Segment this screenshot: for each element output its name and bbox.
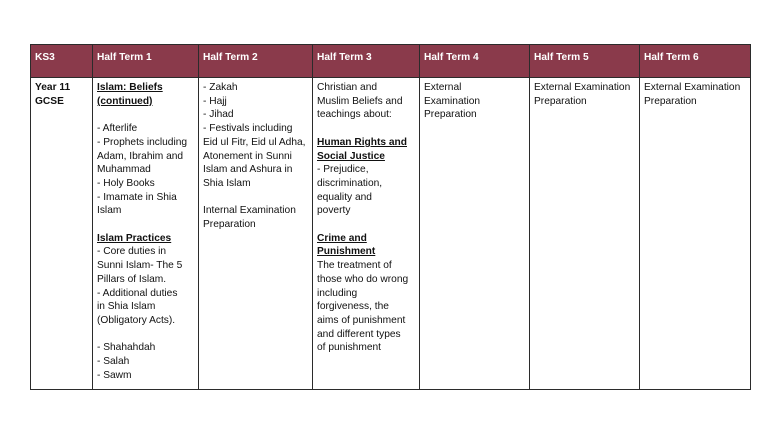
header-half-term-4: Half Term 4 xyxy=(420,45,530,78)
list-item: Internal Examination xyxy=(203,205,296,217)
half-term-3-cell xyxy=(313,78,420,390)
list-item: aims of punishment xyxy=(317,314,406,326)
list-item: - Sawm xyxy=(97,369,132,381)
list-item: - Prophets including xyxy=(97,136,188,148)
list-item: (Obligatory Acts). xyxy=(97,314,176,326)
header-half-term-2: Half Term 2 xyxy=(199,45,313,78)
row-label-line: Year 11 xyxy=(35,82,71,93)
row-label-line: GCSE xyxy=(35,95,64,107)
list-item: - Festivals including xyxy=(203,123,293,135)
list-item: - Zakah xyxy=(203,82,238,93)
list-item: Pillars of Islam. xyxy=(97,273,167,285)
heading-islam-beliefs-cont: (continued) xyxy=(97,95,153,107)
heading-islam-beliefs: Islam: Beliefs xyxy=(97,82,163,93)
list-item: and different types xyxy=(317,328,401,340)
half-term-4-cell xyxy=(420,78,530,390)
list-item: - Holy Books xyxy=(97,177,155,189)
cell-line: Examination xyxy=(424,95,481,107)
half-term-6-cell xyxy=(640,78,751,390)
list-item: - Imamate in Shia xyxy=(97,191,177,203)
list-item: poverty xyxy=(317,205,351,217)
cell-line: External Examination xyxy=(644,82,741,93)
list-item: The treatment of xyxy=(317,260,392,272)
list-item: - Hajj xyxy=(203,95,227,107)
cell-line: Preparation xyxy=(534,95,587,107)
cell-line: Preparation xyxy=(644,95,697,107)
header-half-term-3: Half Term 3 xyxy=(313,45,420,78)
list-item: those who do wrong xyxy=(317,273,409,285)
table-row xyxy=(31,78,751,390)
half-term-1-cell xyxy=(93,78,199,390)
heading-human-rights: Human Rights and xyxy=(317,136,407,148)
heading-social-justice: Social Justice xyxy=(317,150,385,162)
list-item: - Additional duties xyxy=(97,287,178,299)
heading-crime: Crime and xyxy=(317,232,367,244)
header-half-term-6: Half Term 6 xyxy=(640,45,751,78)
intro-line: teachings about: xyxy=(317,109,392,121)
header-ks3: KS3 xyxy=(31,45,93,78)
list-item: discrimination, xyxy=(317,177,383,189)
header-half-term-1: Half Term 1 xyxy=(93,45,199,78)
list-item: - Afterlife xyxy=(97,123,138,135)
list-item: - Jihad xyxy=(203,109,234,121)
list-item: Shia Islam xyxy=(203,177,251,189)
cell-line: External Examination xyxy=(534,82,631,93)
list-item: Sunni Islam- The 5 xyxy=(97,260,183,272)
list-item: - Salah xyxy=(97,356,130,368)
header-half-term-5: Half Term 5 xyxy=(530,45,640,78)
list-item: including xyxy=(317,287,358,299)
list-item: - Prejudice, xyxy=(317,164,369,176)
half-term-5-cell xyxy=(530,78,640,390)
list-item: Eid ul Fitr, Eid ul Adha, xyxy=(203,136,306,148)
list-item: Atonement in Sunni xyxy=(203,150,292,162)
header-row xyxy=(31,45,751,78)
heading-islam-practices: Islam Practices xyxy=(97,232,172,244)
list-item: equality and xyxy=(317,191,372,203)
list-item: Adam, Ibrahim and xyxy=(97,150,184,162)
list-item: Muhammad xyxy=(97,164,151,176)
heading-punishment: Punishment xyxy=(317,246,376,258)
half-term-2-cell xyxy=(199,78,313,390)
list-item: - Shahahdah xyxy=(97,342,156,354)
curriculum-table xyxy=(30,44,751,390)
intro-line: Muslim Beliefs and xyxy=(317,95,403,107)
list-item: in Shia Islam xyxy=(97,301,156,313)
list-item: - Core duties in xyxy=(97,246,167,258)
cell-line: External xyxy=(424,82,462,93)
list-item: Preparation xyxy=(203,219,256,231)
cell-line: Preparation xyxy=(424,109,477,121)
list-item: forgiveness, the xyxy=(317,301,389,313)
list-item: Islam xyxy=(97,205,122,217)
list-item: Islam and Ashura in xyxy=(203,164,293,176)
list-item: of punishment xyxy=(317,342,381,354)
intro-line: Christian and xyxy=(317,82,378,93)
row-label-cell xyxy=(31,78,93,390)
